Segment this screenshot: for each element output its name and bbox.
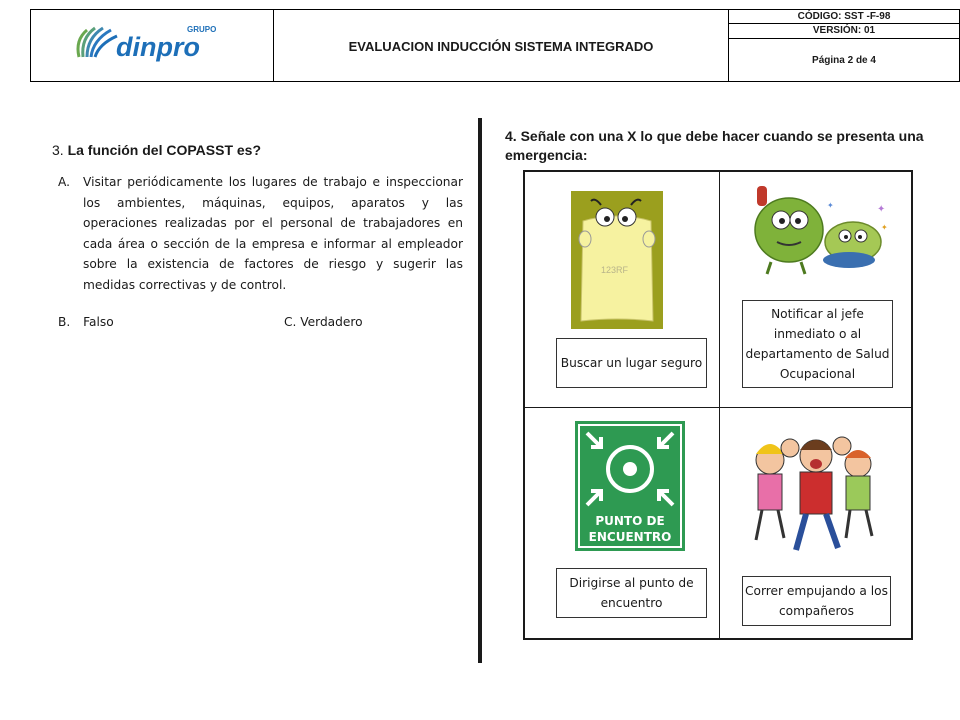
- svg-text:✦: ✦: [881, 223, 888, 232]
- meta-cell: [729, 10, 959, 81]
- title-cell: [274, 10, 729, 81]
- option-a-label: A.: [58, 175, 70, 189]
- question-3-option-c[interactable]: [284, 315, 363, 329]
- option-a-text: Visitar periódicamente los lugares de trabajo e inspeccionar los ambientes, máquinas, equipos, aparatos y las operaciones realizadas por el personal de trabajadores en cada área o sección de la empresa e informar al empleador sobre la existencia de factores de riesgo y sugerir las medidas correctivas y de control.: [83, 175, 463, 292]
- grid-vertical-divider: [719, 172, 720, 638]
- option-correr-empujando[interactable]: Correr empujando a los compañeros: [742, 576, 891, 626]
- svg-text:PUNTO DE: PUNTO DE: [595, 514, 665, 528]
- option-b-label: B.: [58, 315, 71, 329]
- document-header: [30, 9, 960, 82]
- question-3-option-a[interactable]: [58, 172, 463, 295]
- grid-horizontal-divider: [525, 407, 911, 408]
- svg-text:123RF: 123RF: [601, 265, 629, 275]
- question-4-title: 4. Señale con una X lo que debe hacer cuando se presenta una emergencia:: [505, 128, 924, 163]
- svg-text:✦: ✦: [877, 204, 886, 215]
- frightened-character-icon: [571, 191, 663, 334]
- option-buscar-lugar-seguro[interactable]: Buscar un lugar seguro: [556, 338, 707, 388]
- dinpro-logo: [31, 10, 273, 81]
- page-number: Página 2 de 4: [812, 55, 876, 66]
- question-3-option-b[interactable]: [58, 315, 114, 329]
- option-notificar-jefe[interactable]: Notificar al jefe inmediato o al departamento de Salud Ocupacional: [742, 300, 893, 388]
- option-dirigirse-punto-encuentro[interactable]: Dirigirse al punto de encuentro: [556, 568, 707, 618]
- svg-text:✦: ✦: [827, 201, 834, 210]
- question-3-title: [52, 142, 261, 158]
- column-divider: [478, 118, 482, 663]
- question-3-number: 3.: [52, 142, 64, 158]
- question-3-text: La función del COPASST es?: [67, 142, 262, 158]
- meeting-point-sign-icon: [575, 421, 685, 556]
- emergency-options-grid: [523, 170, 913, 640]
- germs-icon: [741, 178, 891, 283]
- document-title: EVALUACION INDUCCIÓN SISTEMA INTEGRADO: [348, 39, 654, 54]
- option-c-text: C. Verdadero: [284, 315, 363, 329]
- document-code: CÓDIGO: SST -F-98: [729, 10, 959, 24]
- svg-text:dinpro: dinpro: [116, 32, 200, 62]
- logo-cell: [31, 10, 274, 81]
- document-version: VERSIÓN: 01: [729, 24, 959, 39]
- option-b-text: Falso: [83, 315, 114, 329]
- panicked-crowd-icon: [746, 434, 886, 561]
- svg-text:GRUPO: GRUPO: [187, 25, 217, 34]
- svg-text:ENCUENTRO: ENCUENTRO: [588, 530, 672, 544]
